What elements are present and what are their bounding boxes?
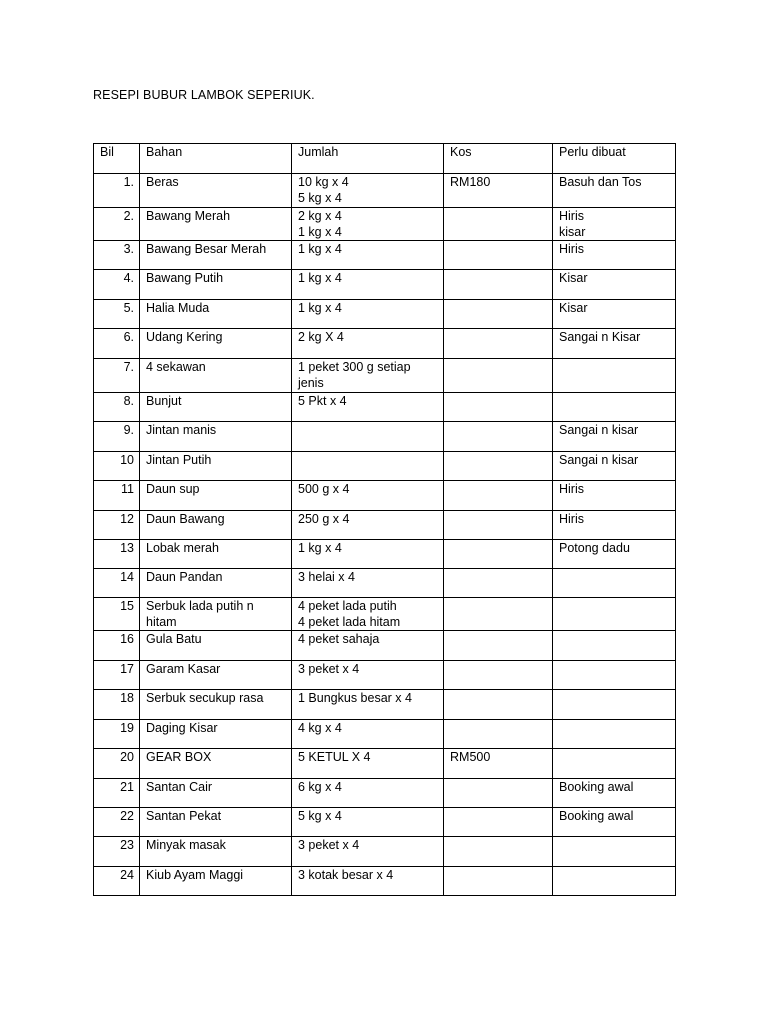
cell-jumlah-line: 1 kg x 4 bbox=[298, 541, 342, 555]
cell-perlu-dibuat bbox=[553, 598, 676, 631]
cell-jumlah bbox=[292, 779, 444, 808]
cell-kos bbox=[444, 540, 553, 569]
table-row bbox=[94, 808, 676, 837]
cell-jumlah-line: 2 kg X 4 bbox=[298, 330, 344, 344]
cell-jumlah bbox=[292, 422, 444, 452]
cell-perlu-dibuat bbox=[553, 511, 676, 540]
cell-perlu-dibuat bbox=[553, 359, 676, 393]
cell-perlu-dibuat-line: Hiris bbox=[559, 242, 584, 256]
cell-perlu-dibuat bbox=[553, 241, 676, 270]
cell-perlu-dibuat-line: Potong dadu bbox=[559, 541, 630, 555]
table-row bbox=[94, 481, 676, 511]
cell-jumlah-line: 3 peket x 4 bbox=[298, 662, 360, 676]
cell-perlu-dibuat bbox=[553, 270, 676, 300]
cell-jumlah bbox=[292, 329, 444, 359]
cell-bil: 24 bbox=[94, 867, 140, 896]
cell-jumlah-line: 1 kg x 4 bbox=[298, 271, 342, 285]
cell-jumlah-line: 2 kg x 4 bbox=[298, 209, 342, 223]
cell-jumlah-line: 4 kg x 4 bbox=[298, 721, 342, 735]
table-row bbox=[94, 540, 676, 569]
cell-perlu-dibuat bbox=[553, 661, 676, 690]
cell-bahan: Lobak merah bbox=[140, 540, 292, 569]
table-row bbox=[94, 779, 676, 808]
cell-kos bbox=[444, 481, 553, 511]
cell-jumlah bbox=[292, 481, 444, 511]
cell-kos bbox=[444, 631, 553, 661]
cell-bil: 21 bbox=[94, 779, 140, 808]
cell-perlu-dibuat-line: Kisar bbox=[559, 271, 588, 285]
cell-jumlah-line: 10 kg x 4 bbox=[298, 175, 349, 189]
table-row bbox=[94, 867, 676, 896]
cell-bahan: Daging Kisar bbox=[140, 720, 292, 749]
cell-jumlah-line: 3 helai x 4 bbox=[298, 570, 355, 584]
table-row bbox=[94, 422, 676, 452]
document-title: RESEPI BUBUR LAMBOK SEPERIUK. bbox=[93, 88, 315, 102]
cell-jumlah-line: 4 peket lada hitam bbox=[298, 614, 401, 629]
cell-jumlah bbox=[292, 837, 444, 867]
cell-jumlah bbox=[292, 174, 444, 208]
cell-bahan: Minyak masak bbox=[140, 837, 292, 867]
cell-bahan: 4 sekawan bbox=[140, 359, 292, 393]
cell-kos bbox=[444, 779, 553, 808]
cell-bahan: Beras bbox=[140, 174, 292, 208]
cell-bil: 7. bbox=[94, 359, 140, 393]
cell-kos bbox=[444, 837, 553, 867]
cell-jumlah bbox=[292, 690, 444, 720]
cell-bil: 5. bbox=[94, 300, 140, 329]
cell-jumlah bbox=[292, 867, 444, 896]
cell-jumlah-line: 250 g x 4 bbox=[298, 512, 350, 526]
cell-bahan: Gula Batu bbox=[140, 631, 292, 661]
cell-bahan: Santan Pekat bbox=[140, 808, 292, 837]
cell-jumlah-line: 5 kg x 4 bbox=[298, 190, 342, 205]
cell-perlu-dibuat-line: Hiris bbox=[559, 209, 584, 223]
header-bahan: Bahan bbox=[140, 144, 292, 174]
cell-bahan: GEAR BOX bbox=[140, 749, 292, 779]
cell-bil: 8. bbox=[94, 393, 140, 422]
cell-bahan: Bunjut bbox=[140, 393, 292, 422]
cell-perlu-dibuat bbox=[553, 749, 676, 779]
cell-kos bbox=[444, 208, 553, 241]
table-row bbox=[94, 174, 676, 208]
cell-perlu-dibuat bbox=[553, 393, 676, 422]
cell-perlu-dibuat-line: Sangai n Kisar bbox=[559, 330, 641, 344]
cell-perlu-dibuat-line: Sangai n kisar bbox=[559, 453, 639, 467]
cell-jumlah-line: 5 Pkt x 4 bbox=[298, 394, 347, 408]
cell-kos bbox=[444, 241, 553, 270]
cell-perlu-dibuat bbox=[553, 300, 676, 329]
table-row bbox=[94, 661, 676, 690]
cell-jumlah-line: 5 KETUL X 4 bbox=[298, 750, 371, 764]
cell-bahan: Serbuk lada putih n hitam bbox=[140, 598, 292, 631]
cell-bil: 17 bbox=[94, 661, 140, 690]
cell-jumlah-line: 4 peket sahaja bbox=[298, 632, 380, 646]
cell-perlu-dibuat bbox=[553, 540, 676, 569]
cell-bil: 2. bbox=[94, 208, 140, 241]
cell-perlu-dibuat bbox=[553, 208, 676, 241]
cell-kos bbox=[444, 452, 553, 481]
cell-kos bbox=[444, 569, 553, 598]
cell-jumlah bbox=[292, 300, 444, 329]
cell-jumlah-line: 1 kg x 4 bbox=[298, 242, 342, 256]
cell-kos bbox=[444, 329, 553, 359]
cell-jumlah bbox=[292, 808, 444, 837]
table-row bbox=[94, 837, 676, 867]
cell-perlu-dibuat bbox=[553, 452, 676, 481]
cell-kos bbox=[444, 393, 553, 422]
cell-perlu-dibuat bbox=[553, 837, 676, 867]
header-perlu-dibuat: Perlu dibuat bbox=[553, 144, 676, 174]
cell-bahan: Daun Bawang bbox=[140, 511, 292, 540]
cell-bahan: Daun sup bbox=[140, 481, 292, 511]
table-row bbox=[94, 208, 676, 241]
table-row bbox=[94, 598, 676, 631]
cell-bahan: Kiub Ayam Maggi bbox=[140, 867, 292, 896]
cell-perlu-dibuat-line: Booking awal bbox=[559, 780, 634, 794]
cell-jumlah-line: 3 kotak besar x 4 bbox=[298, 868, 394, 882]
table-row bbox=[94, 720, 676, 749]
cell-kos bbox=[444, 359, 553, 393]
cell-bil: 23 bbox=[94, 837, 140, 867]
cell-kos bbox=[444, 422, 553, 452]
cell-bahan: Garam Kasar bbox=[140, 661, 292, 690]
cell-perlu-dibuat bbox=[553, 808, 676, 837]
cell-bil: 9. bbox=[94, 422, 140, 452]
cell-bahan: Daun Pandan bbox=[140, 569, 292, 598]
cell-perlu-dibuat bbox=[553, 779, 676, 808]
cell-kos bbox=[444, 661, 553, 690]
cell-bil: 10 bbox=[94, 452, 140, 481]
cell-jumlah-line: 1 kg x 4 bbox=[298, 224, 342, 239]
cell-kos bbox=[444, 598, 553, 631]
cell-perlu-dibuat bbox=[553, 422, 676, 452]
cell-jumlah bbox=[292, 359, 444, 393]
cell-kos: RM180 bbox=[444, 174, 553, 208]
cell-bil: 18 bbox=[94, 690, 140, 720]
cell-bahan: Bawang Putih bbox=[140, 270, 292, 300]
cell-perlu-dibuat-line: Sangai n kisar bbox=[559, 423, 639, 437]
cell-perlu-dibuat bbox=[553, 174, 676, 208]
cell-perlu-dibuat-line: Hiris bbox=[559, 482, 584, 496]
cell-bil: 20 bbox=[94, 749, 140, 779]
table-row bbox=[94, 359, 676, 393]
cell-bahan: Serbuk secukup rasa bbox=[140, 690, 292, 720]
cell-jumlah-line: 5 kg x 4 bbox=[298, 809, 342, 823]
cell-perlu-dibuat-line: Booking awal bbox=[559, 809, 634, 823]
cell-jumlah bbox=[292, 598, 444, 631]
cell-bil: 6. bbox=[94, 329, 140, 359]
table-row bbox=[94, 690, 676, 720]
cell-jumlah-line: 4 peket lada putih bbox=[298, 599, 397, 613]
cell-jumlah-line: jenis bbox=[298, 375, 324, 390]
cell-bil: 16 bbox=[94, 631, 140, 661]
cell-bil: 1. bbox=[94, 174, 140, 208]
table-row bbox=[94, 241, 676, 270]
cell-perlu-dibuat bbox=[553, 631, 676, 661]
cell-perlu-dibuat bbox=[553, 569, 676, 598]
cell-jumlah-line: 6 kg x 4 bbox=[298, 780, 342, 794]
table-row bbox=[94, 300, 676, 329]
cell-bahan: Jintan Putih bbox=[140, 452, 292, 481]
cell-bahan: Santan Cair bbox=[140, 779, 292, 808]
cell-kos: RM500 bbox=[444, 749, 553, 779]
cell-jumlah bbox=[292, 511, 444, 540]
cell-kos bbox=[444, 270, 553, 300]
cell-bil: 19 bbox=[94, 720, 140, 749]
cell-perlu-dibuat-line: Kisar bbox=[559, 301, 588, 315]
cell-jumlah bbox=[292, 208, 444, 241]
cell-bil: 14 bbox=[94, 569, 140, 598]
cell-jumlah-line: 3 peket x 4 bbox=[298, 838, 360, 852]
cell-kos bbox=[444, 867, 553, 896]
cell-bil: 22 bbox=[94, 808, 140, 837]
table-row bbox=[94, 569, 676, 598]
cell-perlu-dibuat-line: Basuh dan Tos bbox=[559, 175, 642, 189]
cell-jumlah bbox=[292, 241, 444, 270]
cell-bil: 11 bbox=[94, 481, 140, 511]
table-row bbox=[94, 631, 676, 661]
cell-jumlah-line: 1 peket 300 g setiap bbox=[298, 360, 411, 374]
cell-jumlah bbox=[292, 270, 444, 300]
cell-bahan: Udang Kering bbox=[140, 329, 292, 359]
cell-jumlah bbox=[292, 661, 444, 690]
cell-perlu-dibuat bbox=[553, 329, 676, 359]
cell-jumlah bbox=[292, 749, 444, 779]
cell-jumlah bbox=[292, 540, 444, 569]
table-row bbox=[94, 329, 676, 359]
cell-bil: 13 bbox=[94, 540, 140, 569]
cell-perlu-dibuat bbox=[553, 720, 676, 749]
cell-jumlah-line: 500 g x 4 bbox=[298, 482, 350, 496]
header-bil: Bil bbox=[94, 144, 140, 174]
cell-bil: 15 bbox=[94, 598, 140, 631]
cell-kos bbox=[444, 808, 553, 837]
cell-perlu-dibuat-line: kisar bbox=[559, 224, 586, 239]
cell-bil: 12 bbox=[94, 511, 140, 540]
cell-kos bbox=[444, 690, 553, 720]
cell-bahan: Bawang Besar Merah bbox=[140, 241, 292, 270]
cell-perlu-dibuat bbox=[553, 867, 676, 896]
cell-jumlah-line: 1 kg x 4 bbox=[298, 301, 342, 315]
cell-jumlah-line: 1 Bungkus besar x 4 bbox=[298, 691, 412, 705]
cell-bahan: Jintan manis bbox=[140, 422, 292, 452]
header-jumlah: Jumlah bbox=[292, 144, 444, 174]
cell-perlu-dibuat bbox=[553, 481, 676, 511]
table-row bbox=[94, 749, 676, 779]
cell-perlu-dibuat-line: Hiris bbox=[559, 512, 584, 526]
table-row bbox=[94, 270, 676, 300]
cell-bahan: Halia Muda bbox=[140, 300, 292, 329]
ingredients-table bbox=[93, 143, 676, 896]
cell-bil: 3. bbox=[94, 241, 140, 270]
cell-jumlah bbox=[292, 393, 444, 422]
cell-jumlah bbox=[292, 720, 444, 749]
table-row bbox=[94, 511, 676, 540]
cell-jumlah bbox=[292, 452, 444, 481]
table-header-row bbox=[94, 144, 676, 174]
table-row bbox=[94, 452, 676, 481]
cell-jumlah bbox=[292, 631, 444, 661]
cell-kos bbox=[444, 720, 553, 749]
cell-bahan: Bawang Merah bbox=[140, 208, 292, 241]
cell-bil: 4. bbox=[94, 270, 140, 300]
cell-kos bbox=[444, 300, 553, 329]
cell-kos bbox=[444, 511, 553, 540]
header-kos: Kos bbox=[444, 144, 553, 174]
cell-jumlah bbox=[292, 569, 444, 598]
cell-perlu-dibuat bbox=[553, 690, 676, 720]
table-row bbox=[94, 393, 676, 422]
